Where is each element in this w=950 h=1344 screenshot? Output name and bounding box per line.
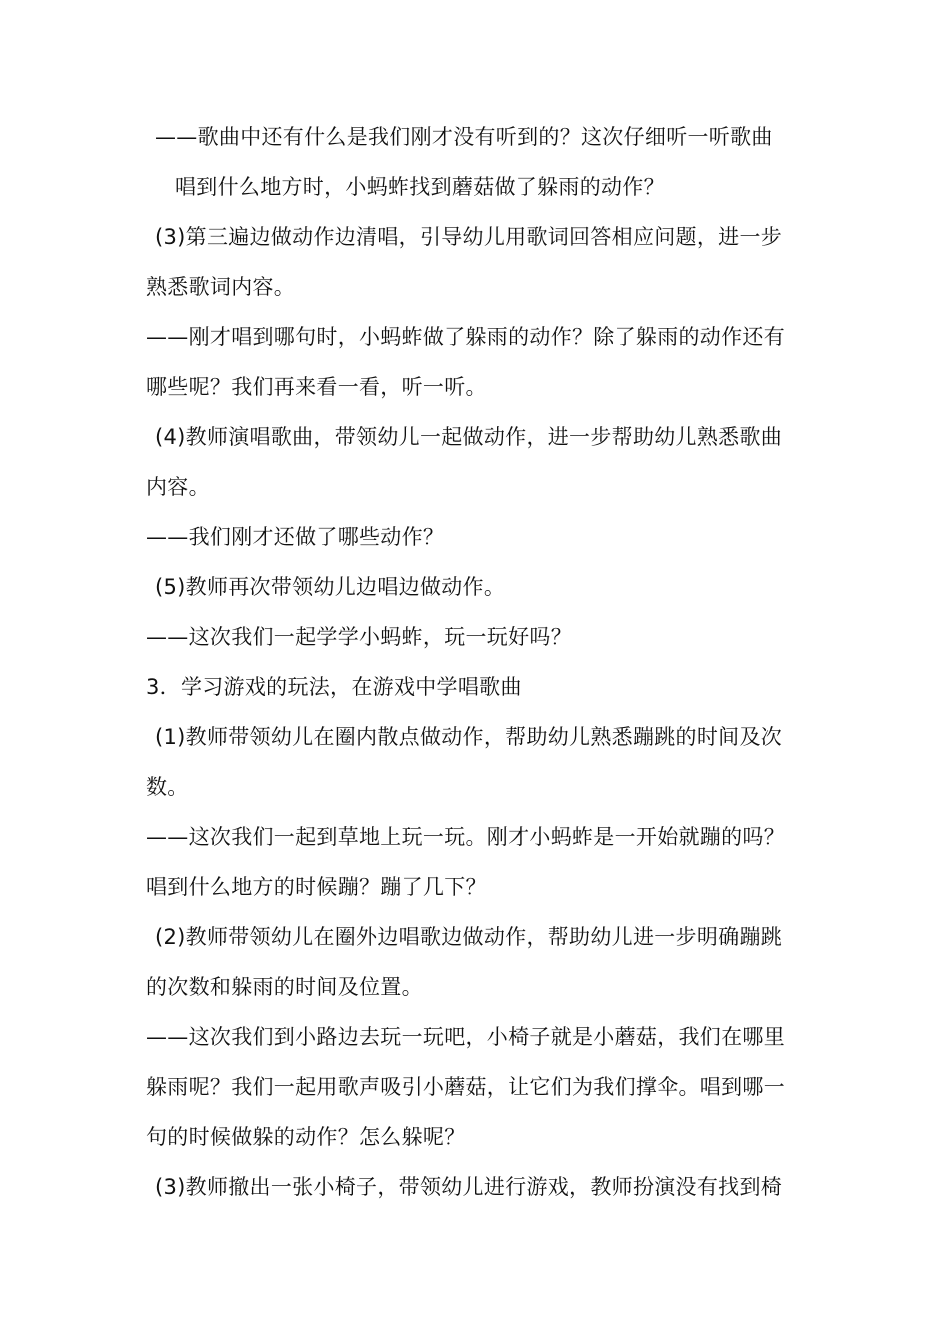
text-line: ——刚才唱到哪句时，小蚂蚱做了躲雨的动作？除了躲雨的动作还有 [146, 325, 785, 349]
text-line: 内容。 [146, 475, 210, 499]
text-line: ——我们刚才还做了哪些动作？ [146, 525, 445, 549]
text-line: ——这次我们到小路边去玩一玩吧，小椅子就是小蘑菇，我们在哪里 [146, 1025, 785, 1049]
list-item: (2)教师带领幼儿在圈外边唱歌边做动作，帮助幼儿进一步明确蹦跳 [155, 925, 783, 949]
list-item: (4)教师演唱歌曲，带领幼儿一起做动作，进一步帮助幼儿熟悉歌曲 [155, 425, 783, 449]
text-line: 数。 [146, 775, 189, 799]
text-line: 句的时候做躲的动作？怎么躲呢？ [146, 1125, 466, 1149]
section-heading: 3．学习游戏的玩法，在游戏中学唱歌曲 [146, 675, 522, 699]
list-item: (5)教师再次带领幼儿边唱边做动作。 [155, 575, 506, 599]
text-line: ——这次我们一起到草地上玩一玩。刚才小蚂蚱是一开始就蹦的吗？ [146, 825, 785, 849]
text-line: 唱到什么地方时，小蚂蚱找到蘑菇做了躲雨的动作？ [175, 175, 665, 199]
text-line: 熟悉歌词内容。 [146, 275, 296, 299]
list-item: (1)教师带领幼儿在圈内散点做动作，帮助幼儿熟悉蹦跳的时间及次 [155, 725, 783, 749]
text-line: ——歌曲中还有什么是我们刚才没有听到的？这次仔细听一听歌曲 [155, 125, 773, 149]
text-line: ——这次我们一起学学小蚂蚱，玩一玩好吗？ [146, 625, 572, 649]
list-item: (3)教师撤出一张小椅子，带领幼儿进行游戏，教师扮演没有找到椅 [155, 1175, 783, 1199]
list-item: (3)第三遍边做动作边清唱，引导幼儿用歌词回答相应问题，进一步 [155, 225, 783, 249]
text-line: 哪些呢？我们再来看一看，听一听。 [146, 375, 487, 399]
text-line: 唱到什么地方的时候蹦？蹦了几下？ [146, 875, 487, 899]
text-line: 的次数和躲雨的时间及位置。 [146, 975, 423, 999]
text-line: 躲雨呢？我们一起用歌声吸引小蘑菇，让它们为我们撑伞。唱到哪一 [146, 1075, 785, 1099]
